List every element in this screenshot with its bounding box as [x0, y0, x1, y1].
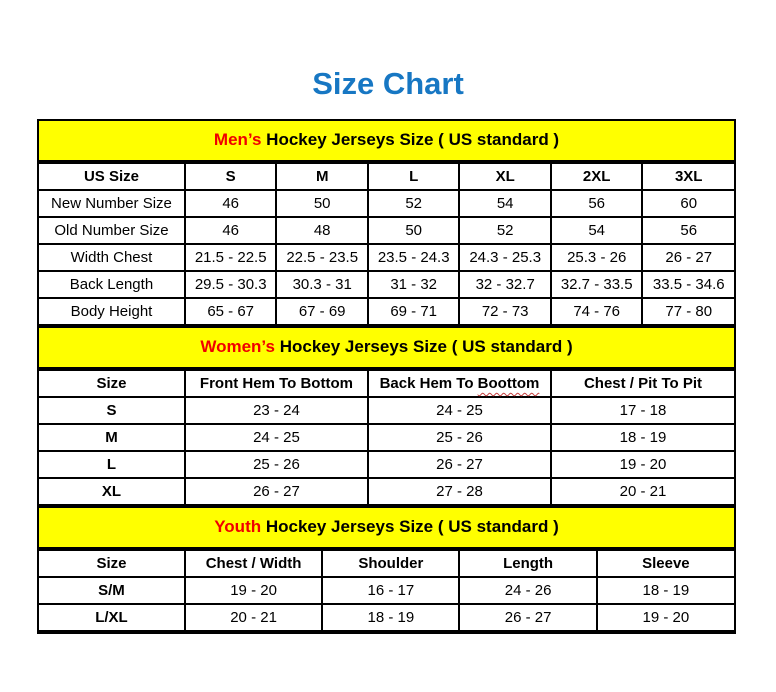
table-cell: 31 - 32	[368, 271, 460, 298]
table-cell: 48	[276, 217, 368, 244]
column-header: XL	[459, 163, 551, 190]
table-cell: 19 - 20	[551, 451, 734, 478]
table-cell: 77 - 80	[642, 298, 734, 325]
table-row	[39, 217, 734, 244]
womens-section	[39, 326, 734, 506]
column-header: US Size	[39, 163, 185, 190]
table-cell: 56	[551, 190, 643, 217]
row-label: Body Height	[39, 298, 185, 325]
mens-section	[39, 121, 734, 326]
column-header: Size	[39, 370, 185, 397]
table-cell: 27 - 28	[368, 478, 551, 505]
column-header: 3XL	[642, 163, 734, 190]
column-header: L	[368, 163, 460, 190]
table-cell: 65 - 67	[185, 298, 277, 325]
table-cell: 25 - 26	[368, 424, 551, 451]
table-cell: 23 - 24	[185, 397, 368, 424]
mens-header-row	[39, 163, 734, 190]
youth-size-table	[39, 549, 734, 632]
size-chart	[37, 119, 736, 634]
mens-size-table	[39, 162, 734, 326]
mens-section-header	[39, 121, 734, 162]
table-cell: 74 - 76	[551, 298, 643, 325]
table-cell: 26 - 27	[642, 244, 734, 271]
table-cell: 22.5 - 23.5	[276, 244, 368, 271]
row-label: New Number Size	[39, 190, 185, 217]
misspelled-word: Boottom	[477, 375, 540, 392]
column-header-text: Back Hem To	[379, 375, 478, 392]
table-cell: 32.7 - 33.5	[551, 271, 643, 298]
table-cell: 24 - 25	[368, 397, 551, 424]
table-cell: 52	[459, 217, 551, 244]
table-cell: 19 - 20	[597, 604, 734, 631]
table-cell: 23.5 - 24.3	[368, 244, 460, 271]
column-header: Front Hem To Bottom	[185, 370, 368, 397]
womens-section-header	[39, 326, 734, 369]
table-cell: 60	[642, 190, 734, 217]
table-cell: 20 - 21	[185, 604, 322, 631]
table-cell: 54	[551, 217, 643, 244]
table-row	[39, 604, 734, 631]
womens-header-rest: Hockey Jerseys Size ( US standard )	[274, 337, 573, 356]
table-row	[39, 298, 734, 325]
table-cell: 21.5 - 22.5	[185, 244, 277, 271]
table-cell: 67 - 69	[276, 298, 368, 325]
mens-header-rest: Hockey Jerseys Size ( US standard )	[261, 130, 560, 149]
table-row	[39, 271, 734, 298]
column-header: Shoulder	[322, 550, 459, 577]
table-cell: 24 - 25	[185, 424, 368, 451]
column-header	[368, 370, 551, 397]
womens-size-table	[39, 369, 734, 506]
youth-header-rest: Hockey Jerseys Size ( US standard )	[261, 517, 559, 536]
table-cell: 25 - 26	[185, 451, 368, 478]
column-header: 2XL	[551, 163, 643, 190]
row-label: M	[39, 424, 185, 451]
womens-header-row	[39, 370, 734, 397]
table-cell: 26 - 27	[368, 451, 551, 478]
table-row	[39, 451, 734, 478]
youth-header-row	[39, 550, 734, 577]
page-title: Size Chart	[312, 66, 464, 101]
youth-section	[39, 506, 734, 632]
row-label: S	[39, 397, 185, 424]
table-row	[39, 577, 734, 604]
table-row	[39, 397, 734, 424]
table-cell: 18 - 19	[322, 604, 459, 631]
womens-header-accent: Women’s	[200, 337, 275, 356]
table-cell: 29.5 - 30.3	[185, 271, 277, 298]
table-cell: 56	[642, 217, 734, 244]
row-label: Back Length	[39, 271, 185, 298]
table-cell: 32 - 32.7	[459, 271, 551, 298]
table-cell: 17 - 18	[551, 397, 734, 424]
youth-section-header	[39, 506, 734, 549]
table-row	[39, 424, 734, 451]
row-label: XL	[39, 478, 185, 505]
table-cell: 50	[368, 217, 460, 244]
column-header: Chest / Width	[185, 550, 322, 577]
table-row	[39, 244, 734, 271]
table-cell: 33.5 - 34.6	[642, 271, 734, 298]
table-cell: 20 - 21	[551, 478, 734, 505]
row-label: L/XL	[39, 604, 185, 631]
table-cell: 16 - 17	[322, 577, 459, 604]
column-header: M	[276, 163, 368, 190]
table-cell: 50	[276, 190, 368, 217]
table-row	[39, 478, 734, 505]
mens-header-accent: Men’s	[213, 130, 262, 149]
table-cell: 26 - 27	[185, 478, 368, 505]
row-label: Old Number Size	[39, 217, 185, 244]
row-label: S/M	[39, 577, 185, 604]
table-cell: 24.3 - 25.3	[459, 244, 551, 271]
table-cell: 18 - 19	[551, 424, 734, 451]
row-label: Width Chest	[39, 244, 185, 271]
table-cell: 25.3 - 26	[551, 244, 643, 271]
table-cell: 72 - 73	[459, 298, 551, 325]
table-cell: 69 - 71	[368, 298, 460, 325]
youth-header-accent: Youth	[214, 517, 262, 536]
table-cell: 19 - 20	[185, 577, 322, 604]
column-header: Sleeve	[597, 550, 734, 577]
table-cell: 52	[368, 190, 460, 217]
table-cell: 26 - 27	[459, 604, 596, 631]
table-cell: 46	[185, 190, 277, 217]
column-header: S	[185, 163, 277, 190]
table-row	[39, 190, 734, 217]
row-label: L	[39, 451, 185, 478]
column-header: Length	[459, 550, 596, 577]
column-header: Chest / Pit To Pit	[551, 370, 734, 397]
table-cell: 18 - 19	[597, 577, 734, 604]
table-cell: 46	[185, 217, 277, 244]
table-cell: 30.3 - 31	[276, 271, 368, 298]
column-header: Size	[39, 550, 185, 577]
table-cell: 54	[459, 190, 551, 217]
table-cell: 24 - 26	[459, 577, 596, 604]
